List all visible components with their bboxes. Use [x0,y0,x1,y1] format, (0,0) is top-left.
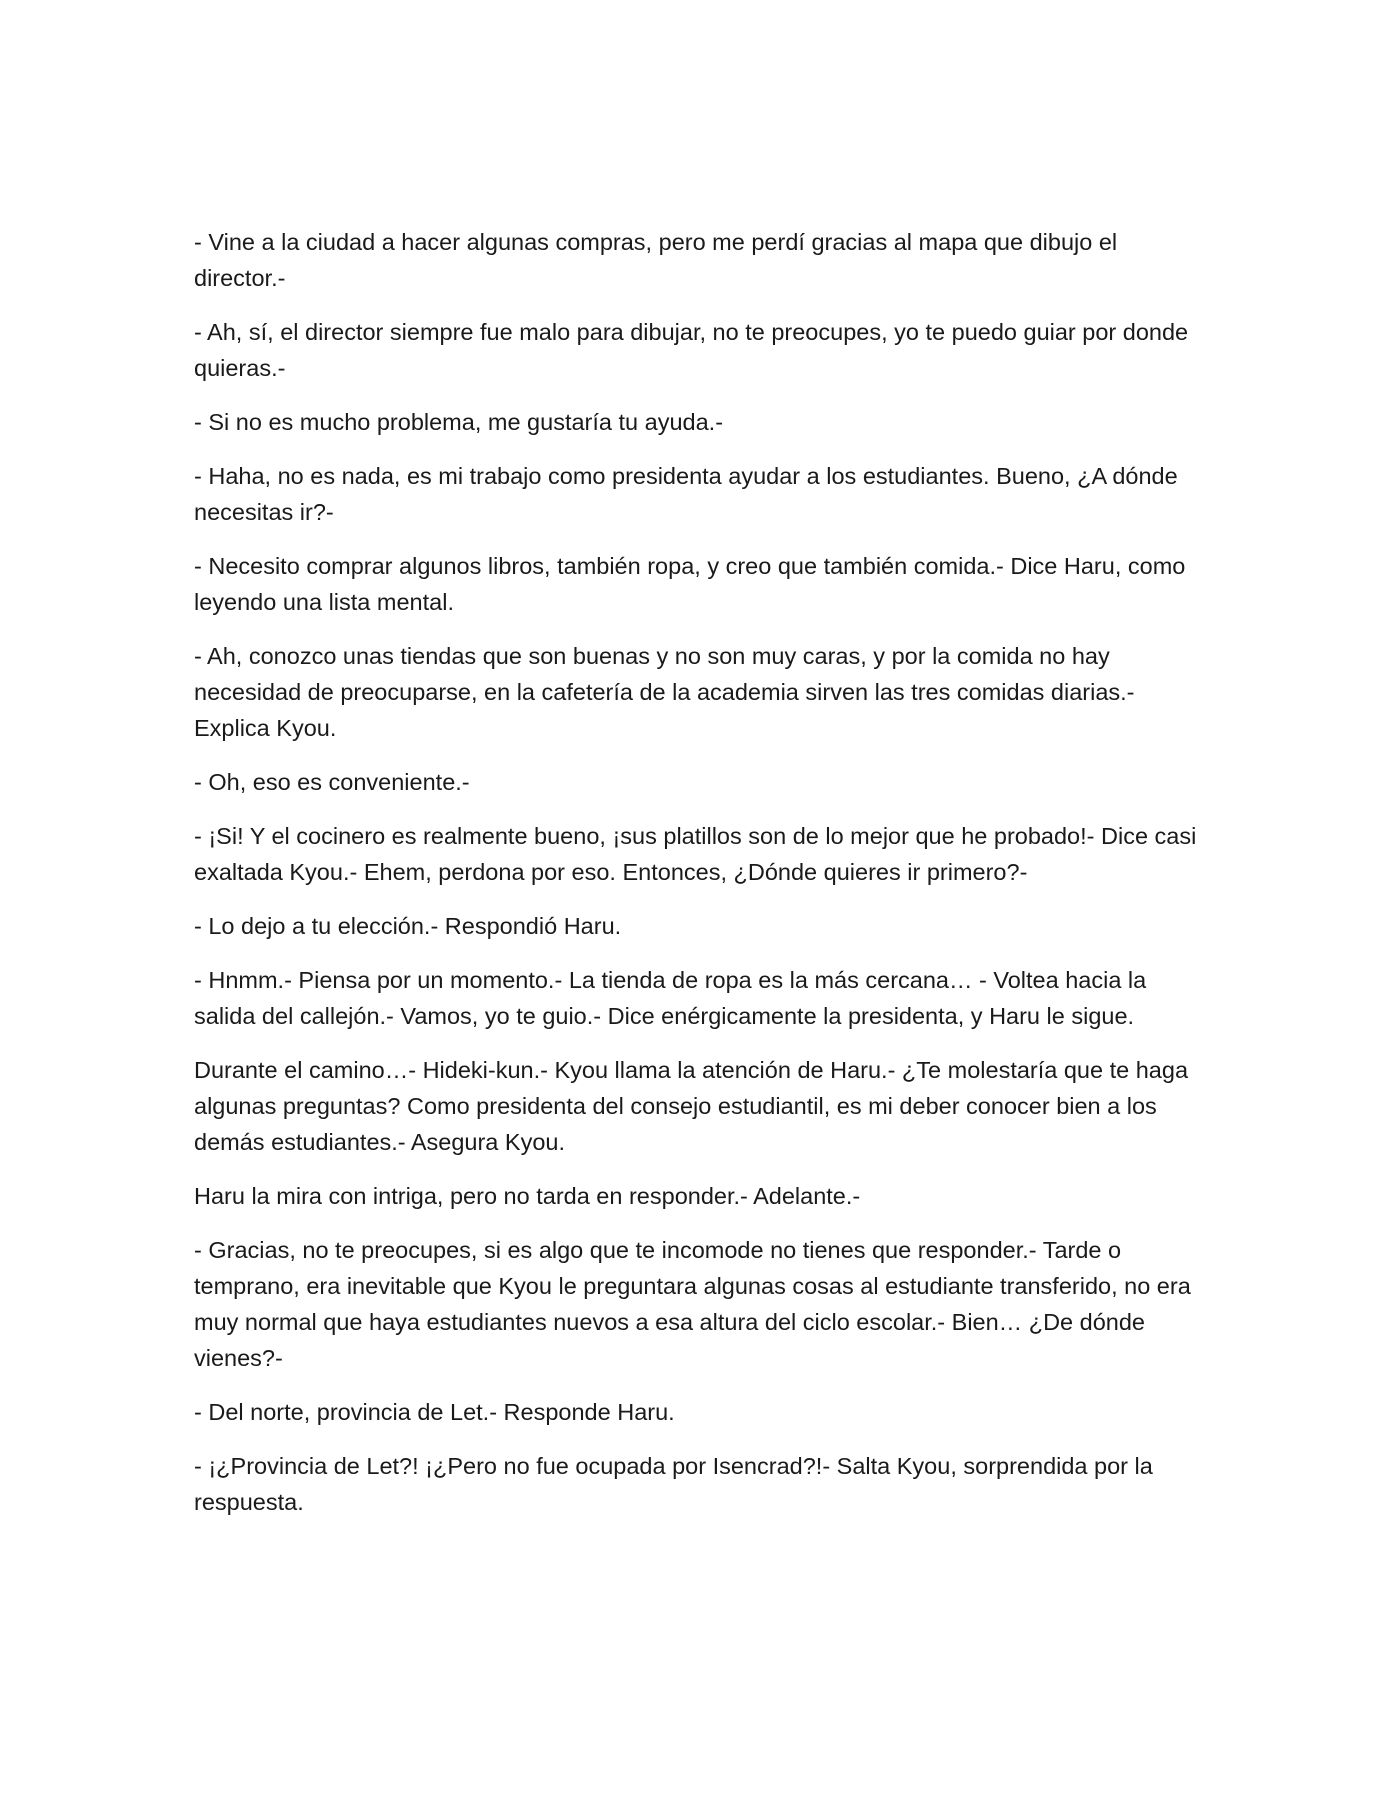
paragraph: - Haha, no es nada, es mi trabajo como presidenta ayudar a los estudiantes. Bueno, ¿A dónde necesitas ir?- [194,463,1178,525]
paragraph: - Ah, conozco unas tiendas que son buenas y no son muy caras, y por la comida no hay necesidad de preocuparse, en la cafetería de la academia sirven las tres comidas diarias.- Explica Kyou. [194,643,1135,741]
paragraph: - Ah, sí, el director siempre fue malo para dibujar, no te preocupes, yo te puedo guiar por donde quieras.- [194,319,1189,381]
paragraph: - ¡Si! Y el cocinero es realmente bueno, ¡sus platillos son de lo mejor que he probado!- Dice casi exaltada Kyou.- Ehem, perdona por eso. Entonces, ¿Dónde quieres ir primero?- [194,823,1197,885]
document-body [194,224,1204,1538]
paragraph: - Necesito comprar algunos libros, también ropa, y creo que también comida.- Dice Haru, como leyendo una lista mental. [194,553,1186,615]
paragraph: - Vine a la ciudad a hacer algunas compras, pero me perdí gracias al mapa que dibujo el director.- [194,229,1118,291]
paragraph: Haru la mira con intriga, pero no tarda en responder.- Adelante.- [194,1183,861,1209]
paragraph: Durante el camino…- Hideki-kun.- Kyou llama la atención de Haru.- ¿Te molestaría que te haga algunas preguntas? Como presidenta del consejo estudiantil, es mi deber conocer bien a los demás estudiantes.- Asegura Kyou. [194,1057,1189,1155]
paragraph: - Lo dejo a tu elección.- Respondió Haru. [194,913,622,939]
paragraph: - Hnmm.- Piensa por un momento.- La tienda de ropa es la más cercana… - Voltea hacia la salida del callejón.- Vamos, yo te guio.- Dice enérgicamente la presidenta, y Haru le sigue. [194,967,1147,1029]
paragraph: - ¡¿Provincia de Let?! ¡¿Pero no fue ocupada por Isencrad?!- Salta Kyou, sorprendida por la respuesta. [194,1453,1153,1515]
paragraph: - Si no es mucho problema, me gustaría tu ayuda.- [194,409,724,435]
paragraph: - Del norte, provincia de Let.- Responde Haru. [194,1399,675,1425]
paragraph: - Gracias, no te preocupes, si es algo que te incomode no tienes que responder.- Tarde o temprano, era inevitable que Kyou le preguntara algunas cosas al estudiante transferido, no era muy normal que haya estudiantes nuevos a esa altura del ciclo escolar.- Bien… ¿De dónde vienes?- [194,1237,1191,1371]
paragraph: - Oh, eso es conveniente.- [194,769,470,795]
